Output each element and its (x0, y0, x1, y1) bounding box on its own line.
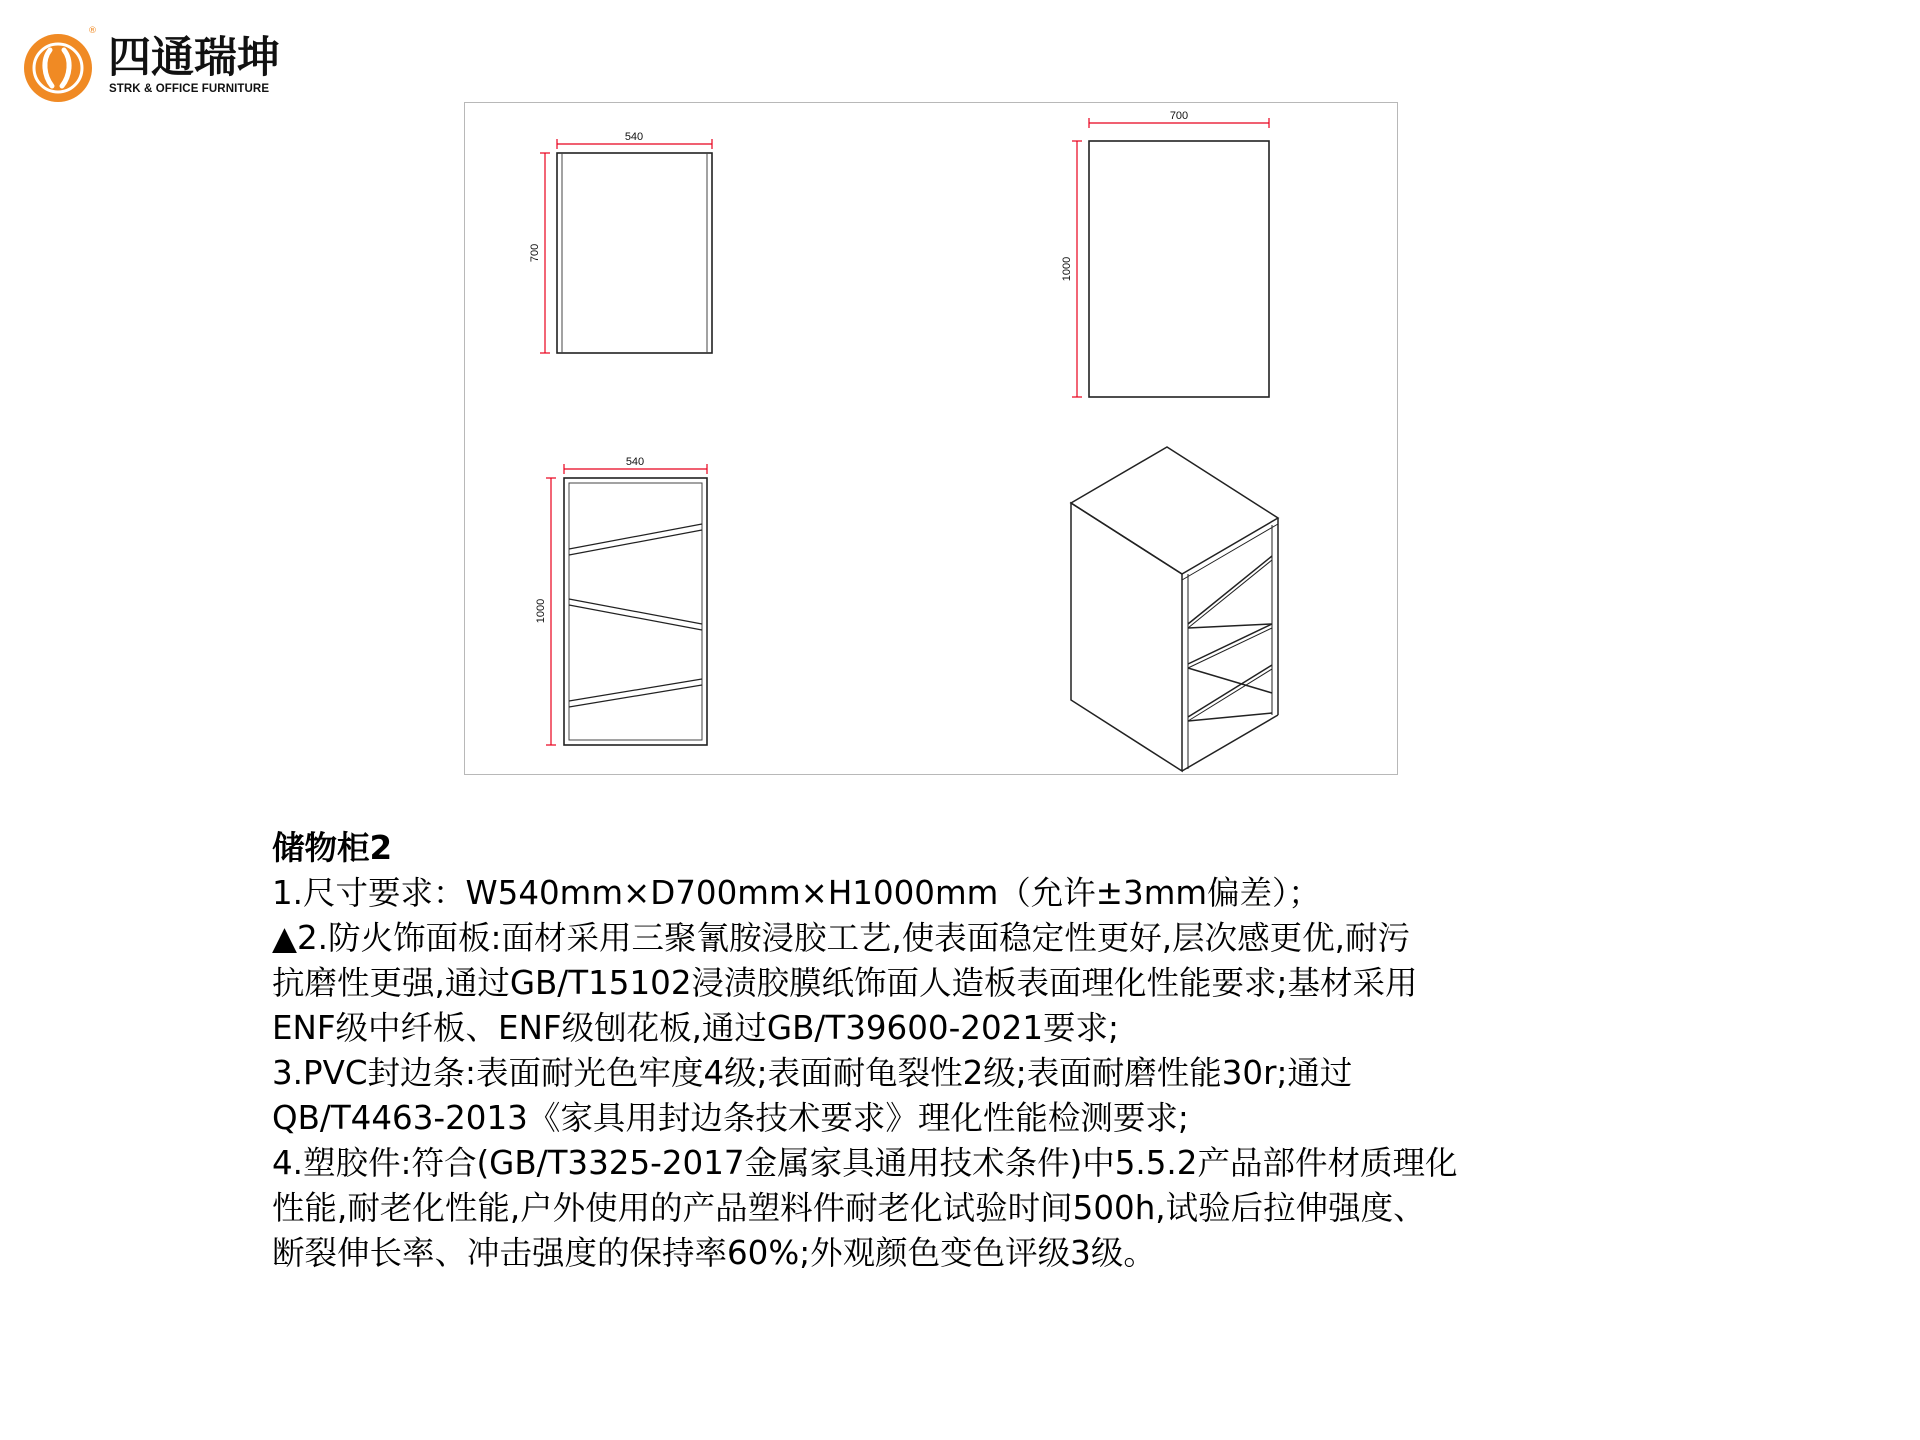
side-view (529, 131, 712, 353)
spec-line-fire-panel-3: ENF级中纤板、ENF级刨花板,通过GB/T39600-2021要求; (272, 1009, 1119, 1047)
top-view-width-label: 700 (1169, 110, 1189, 122)
spec-line-plastic-parts-3: 断裂伸长率、冲击强度的保持率60%;外观颜色变色评级3级。 (272, 1234, 1156, 1272)
spec-line-fire-panel-2: 抗磨性更强,通过GB/T15102浸渍胶膜纸饰面人造板表面理化性能要求;基材采用 (272, 964, 1418, 1002)
side-view-width-label: 540 (624, 131, 644, 143)
front-view (535, 456, 707, 745)
spec-line-plastic-parts: 4.塑胶件:符合(GB/T3325-2017金属家具通用技术条件)中5.5.2产品部件材质理化 (272, 1144, 1458, 1182)
top-view-height-label: 1000 (1061, 256, 1073, 282)
spec-block (272, 826, 1632, 1276)
front-view-width-label: 540 (625, 456, 645, 468)
technical-drawing (464, 102, 1398, 775)
logo-subtitle: STRK & OFFICE FURNITURE (109, 83, 270, 95)
logo-wordmark: 四通瑞坤 (108, 33, 280, 83)
registered-mark: ® (88, 26, 97, 36)
spec-line-dimensions: 1.尺寸要求：W540mm×D700mm×H1000mm（允许±3mm偏差）； (272, 874, 1321, 912)
spec-line-pvc-edge-2: QB/T4463-2013《家具用封边条技术要求》理化性能检测要求; (272, 1099, 1189, 1137)
front-view-height-label: 1000 (535, 598, 547, 624)
top-view (1061, 110, 1269, 397)
spec-line-pvc-edge: 3.PVC封边条:表面耐光色牢度4级;表面耐龟裂性2级;表面耐磨性能30r;通过 (272, 1054, 1353, 1092)
logo-mark-icon (20, 24, 100, 104)
brand-logo (20, 24, 315, 104)
product-title: 储物柜2 (272, 829, 393, 867)
isometric-view (1071, 447, 1278, 771)
spec-line-fire-panel: ▲2.防火饰面板:面材采用三聚氰胺浸胶工艺,使表面稳定性更好,层次感更优,耐污 (272, 919, 1410, 957)
side-view-height-label: 700 (529, 243, 541, 263)
spec-line-plastic-parts-2: 性能,耐老化性能,户外使用的产品塑料件耐老化试验时间500h,试验后拉伸强度、 (272, 1189, 1426, 1227)
